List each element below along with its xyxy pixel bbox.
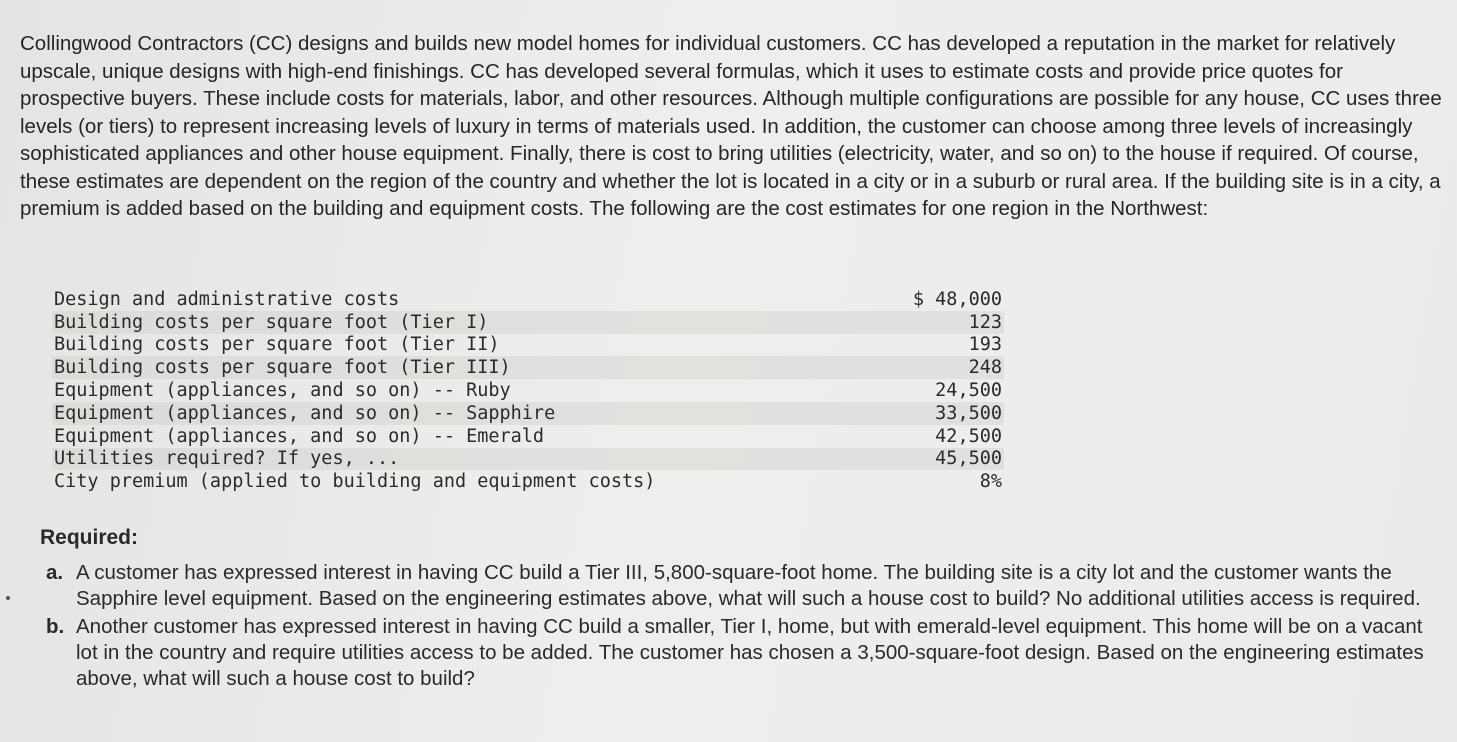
table-row xyxy=(52,311,1004,334)
cost-value: 33,500 xyxy=(877,402,1004,425)
cost-label: City premium (applied to building and equipment costs) xyxy=(54,471,656,493)
cost-label: Utilities required? If yes, ... xyxy=(52,448,877,471)
intro-paragraph: Collingwood Contractors (CC) designs and builds new model homes for individual customers. CC has developed a reputation in the market for relatively upscale, unique designs with high-end finishings. CC has developed several formulas, which it uses to estimate costs and provide price quotes for prospective buyers. These include costs for materials, labor, and other resources. Although multiple configurations are possible for any house, CC uses three levels (or tiers) to represent increasing levels of luxury in terms of materials used. In addition, the customer can choose among three levels of increasingly sophisticated appliances and other house equipment. Finally, there is cost to bring utilities (electricity, water, and so on) to the house if required. Of course, these estimates are dependent on the region of the country and whether the lot is located in a city or in a suburb or rural area. If the building site is in a city, a premium is added based on the building and equipment costs. The following are the cost estimates for one region in the Northwest: xyxy=(20,32,1442,220)
cost-value: 45,500 xyxy=(877,448,1004,471)
table-row xyxy=(52,379,1004,402)
cost-label: Building costs per square foot (Tier III) xyxy=(52,356,877,379)
question-item xyxy=(46,614,1441,692)
table-row xyxy=(52,334,1004,357)
cost-value: 24,500 xyxy=(935,380,1002,402)
question-letter: a. xyxy=(46,561,64,584)
cost-value: 42,500 xyxy=(935,425,1002,447)
table-row xyxy=(52,288,1004,311)
questions-list xyxy=(46,560,1441,694)
cost-value: 248 xyxy=(877,356,1004,379)
cost-value: 8% xyxy=(979,471,1002,493)
table-row xyxy=(52,402,1004,425)
cost-value: $ 48,000 xyxy=(912,288,1002,310)
table-row xyxy=(52,425,1004,448)
table-row xyxy=(52,470,1004,493)
question-letter: b. xyxy=(46,615,65,638)
cost-estimates-table xyxy=(52,288,1004,493)
cost-label: Building costs per square foot (Tier II) xyxy=(54,334,500,356)
cost-label: Design and administrative costs xyxy=(54,288,400,310)
cost-label: Equipment (appliances, and so on) -- Sapphire xyxy=(52,402,877,425)
required-heading: Required: xyxy=(40,526,139,549)
question-text: A customer has expressed interest in having CC build a Tier III, 5,800-square-foot home. The building site is a city lot and the customer wants the Sapphire level equipment. Based on the engineering estimates above, what will such a house cost to build? No additional utilities access is required. xyxy=(76,561,1421,610)
table-row xyxy=(52,356,1004,379)
cost-value: 193 xyxy=(968,334,1002,356)
cost-label: Building costs per square foot (Tier I) xyxy=(52,311,877,334)
table-row xyxy=(52,448,1004,471)
question-item xyxy=(46,560,1441,612)
question-text: Another customer has expressed interest in having CC build a smaller, Tier I, home, but with emerald-level equipment. This home will be on a vacant lot in the country and require utilities access to be added. The customer has chosen a 3,500-square-foot design. Based on the engineering estimates above, what will such a house cost to build? xyxy=(76,615,1424,690)
cost-label: Equipment (appliances, and so on) -- Emerald xyxy=(54,425,545,447)
cost-label: Equipment (appliances, and so on) -- Ruby xyxy=(54,380,511,402)
bullet-dot xyxy=(6,596,10,600)
cost-value: 123 xyxy=(877,311,1004,334)
